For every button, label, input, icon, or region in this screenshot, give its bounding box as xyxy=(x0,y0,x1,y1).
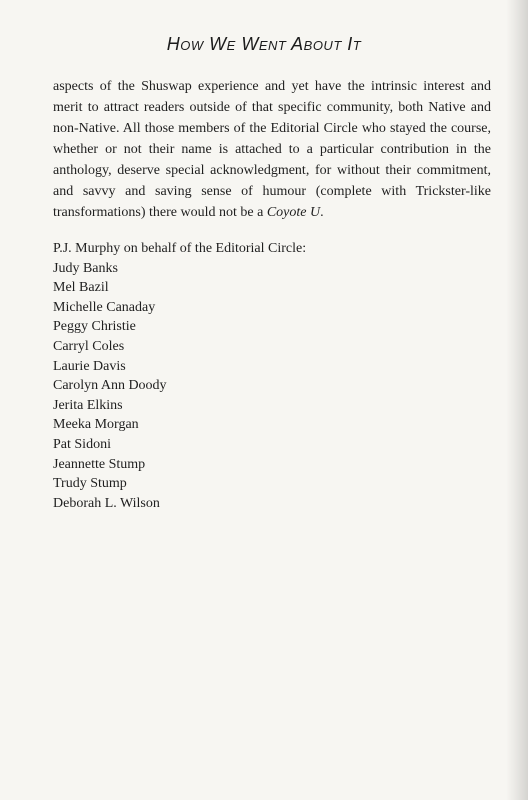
member-name: Judy Banks xyxy=(53,260,118,276)
member-name: Mel Bazil xyxy=(53,280,109,296)
signature-intro: P.J. Murphy on behalf of the Editorial Circle: xyxy=(53,241,307,256)
book-title: Coyote U xyxy=(266,205,321,220)
member-name: Carryl Coles xyxy=(53,338,125,354)
member-name: Meeka Morgan xyxy=(53,417,139,433)
member-name: Carolyn Ann Doody xyxy=(53,378,167,394)
paragraph-text: aspects of the Shuswap experience and yet have the intrinsic interest and merit to attract readers outside of that specific community, both Native and non-Native. All those members of the Editorial Circle who stayed the course, whether or not their name is attached to a particular contribution in the anthology, deserve special acknowledgment, for without their commitment, and savvy and saving sense of humour (complete with Trickster-like transformations) there would not be a xyxy=(53,79,491,220)
body-paragraph xyxy=(53,76,491,223)
editorial-circle-list xyxy=(53,259,473,514)
member-name: Peggy Christie xyxy=(53,319,136,335)
member-name: Jeannette Stump xyxy=(53,456,146,472)
member-name: Jerita Elkins xyxy=(53,397,123,413)
member-name: Michelle Canaday xyxy=(53,299,156,315)
member-name: Deborah L. Wilson xyxy=(53,495,160,511)
paragraph-end: . xyxy=(320,205,324,220)
signature-block xyxy=(53,239,473,513)
member-name: Trudy Stump xyxy=(53,476,127,492)
page-gutter-shadow xyxy=(506,0,528,800)
member-name: Laurie Davis xyxy=(53,358,126,374)
running-head: How We Went About It xyxy=(166,34,362,54)
member-name: Pat Sidoni xyxy=(53,436,111,452)
